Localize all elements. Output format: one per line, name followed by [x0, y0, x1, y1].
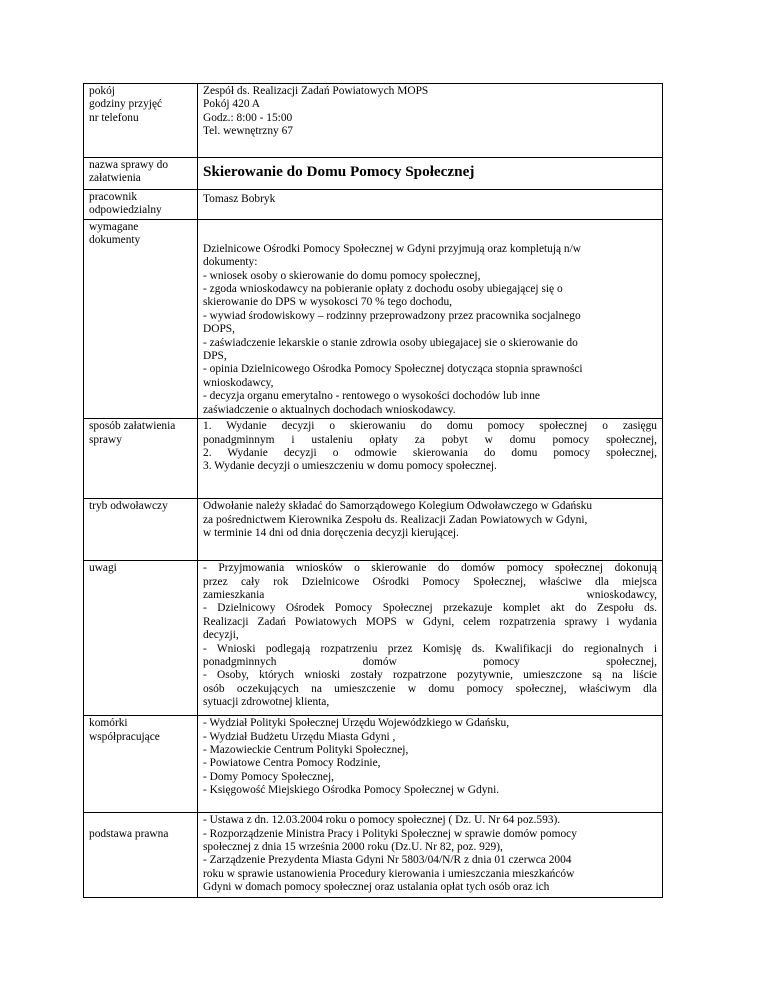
value-line: sytuacji zdrowotnej klienta, [203, 696, 330, 709]
label-line: nr telefonu [89, 111, 139, 124]
value-line: wnioskodawcy, [203, 376, 274, 389]
value-line: 3. Wydanie decyzji o umieszczeniu w domu pomocy społecznej. [203, 460, 497, 473]
label-line: odpowiedzialny [89, 204, 162, 217]
value-line: Dzielnicowe Ośrodki Pomocy Społecznej w Gdyni przyjmują oraz kompletują n/w [203, 242, 582, 255]
value-line: - Domy Pomocy Społecznej, [203, 770, 334, 783]
label-documents [84, 219, 198, 418]
label-line: pracownik [89, 191, 138, 203]
value-line: roku w sprawie ustanowienia Procedury kierowania i umieszczania mieszkańców [203, 867, 575, 880]
employee-name: Tomasz Bobryk [203, 193, 276, 205]
procedure-table [83, 83, 663, 898]
label-line: komórki [89, 717, 128, 730]
value-line: Tel. wewnętrzny 67 [203, 125, 293, 138]
row-handling [84, 419, 663, 499]
label-line: podstawa prawna [89, 828, 169, 841]
case-title: Skierowanie do Domu Pomocy Społecznej [203, 163, 475, 180]
value-line: za pośrednictwem Kierownika Zespołu ds. Realizacji Zadan Powiatowych w Gdyni, [203, 513, 588, 526]
value-cooperating [198, 716, 663, 813]
value-line: 1. Wydanie decyzji o skierowaniu do domu pomocy społecznej o zasięgu [203, 420, 657, 433]
label-line: godziny przyjęć [89, 98, 163, 111]
value-line: zamieszkania wnioskodawcy, [203, 588, 657, 601]
label-line: tryb odwoławczy [89, 500, 168, 513]
row-cooperating [84, 716, 663, 813]
value-line: w terminie 14 dni od dnia doręczenia decyzji kierującej. [203, 526, 459, 539]
row-documents [84, 219, 663, 418]
value-line: zaświadczenie o aktualnych dochodach wnioskodawcy. [203, 403, 456, 416]
label-room [84, 84, 198, 158]
value-line: - opinia Dzielnicowego Ośrodka Pomocy Społecznej dotycząca stopnia sprawności [203, 363, 583, 376]
value-line: Pokój 420 A [203, 98, 260, 111]
label-line: nazwa sprawy do [89, 159, 169, 171]
label-case-name [84, 158, 198, 190]
row-notes [84, 561, 663, 716]
value-line: - Mazowieckie Centrum Polityki Społecznej, [203, 743, 409, 756]
value-line: - Wnioski podlegają rozpatrzeniu przez Komisję ds. Kwalifikacji do regionalnych i [203, 642, 657, 655]
value-line: - Księgowość Miejskiego Ośrodka Pomocy Społecznej w Gdyni. [203, 784, 500, 797]
value-line: społecznej z dnia 15 września 2000 roku (Dz.U. Nr 82, poz. 929), [203, 840, 503, 853]
value-line: Godz.: 8:00 - 15:00 [203, 111, 293, 124]
row-appeal [84, 499, 663, 561]
label-line: sposób załatwienia [89, 420, 176, 433]
value-line: - zgoda wnioskodawcy na pobieranie opłaty z dochodu osoby ubiegającej się o [203, 283, 563, 296]
row-case-name [84, 158, 663, 190]
value-line: skierowanie do DPS w wysokosci 70 % tego dochodu, [203, 296, 452, 309]
value-line: - Zarządzenie Prezydenta Miasta Gdyni Nr 5803/04/N/R z dnia 01 czerwca 2004 [203, 854, 572, 867]
label-line: pokój [89, 85, 115, 97]
label-handling [84, 419, 198, 499]
value-line: ponadgminnym i ustaleniu opłaty za pobyt w domu pomocy społecznej, [203, 433, 657, 446]
value-handling [198, 419, 663, 499]
value-line: DPS, [203, 350, 227, 363]
value-notes [198, 561, 663, 716]
label-cooperating [84, 716, 198, 813]
value-legal [198, 813, 663, 898]
label-legal [84, 813, 198, 898]
value-documents [198, 219, 663, 418]
label-line: załatwienia [89, 172, 141, 185]
label-line: współpracujące [89, 730, 160, 743]
value-line: przez cały rok Dzielnicowe Ośrodki Pomocy Społecznej, właściwe dla miejsca [203, 575, 657, 588]
value-case-name [198, 158, 663, 190]
value-line: - zaświadczenie lekarskie o stanie zdrowia osoby ubiegajacej sie o skierowanie do [203, 336, 578, 349]
value-appeal [198, 499, 663, 561]
value-line: Zespół ds. Realizacji Zadań Powiatowych MOPS [203, 85, 429, 97]
value-line: DOPS, [203, 323, 235, 336]
value-employee [198, 190, 663, 220]
value-line: - Przyjmowania wniosków o skierowanie do domów pomocy społecznej dokonują [203, 562, 657, 575]
value-line: Odwołanie należy składać do Samorządowego Kolegium Odwoławczego w Gdańsku [203, 500, 593, 513]
value-line: dokumenty: [203, 256, 258, 269]
label-line: wymagane [89, 220, 139, 233]
value-line: - wniosek osoby o skierowanie do domu pomocy społecznej, [203, 269, 481, 282]
value-line: - wywiad środowiskowy – rodzinny przeprowadzony przez pracownika socjalnego [203, 309, 581, 322]
label-line: dokumenty [89, 234, 141, 247]
value-line: osób oczekujących na umieszczenie w domu pomocy społecznej, właściwym dla [203, 682, 657, 695]
label-notes [84, 561, 198, 716]
value-line: Gdyni w domach pomocy społecznej oraz ustalania opłat tych osób oraz ich [203, 881, 550, 894]
value-room [198, 84, 663, 158]
value-line: - Ustawa z dn. 12.03.2004 roku o pomocy społecznej ( Dz. U. Nr 64 poz.593). [203, 814, 561, 827]
value-line: - Wydział Polityki Społecznej Urzędu Wojewódzkiego w Gdańsku, [203, 717, 510, 730]
row-employee [84, 190, 663, 220]
value-line: ponadgminnych domów pomocy społecznej, [203, 655, 657, 668]
label-line: uwagi [89, 562, 117, 575]
row-room [84, 84, 663, 158]
value-line: - Wydział Budżetu Urzędu Miasta Gdyni , [203, 730, 396, 743]
value-line: 2. Wydanie decyzji o odmowie skierowania do domu pomocy społecznej, [203, 446, 657, 459]
value-line: Realizacji Zadań Powiatowych MOPS w Gdyni, celem rozpatrzenia sprawy i wydania [203, 615, 657, 628]
value-line: - Osoby, których wnioski zostały rozpatrzone pozytywnie, umieszczone są na liście [203, 669, 657, 682]
label-appeal [84, 499, 198, 561]
value-line: decyzji, [203, 629, 239, 642]
value-line: - Dzielnicowy Ośrodek Pomocy Społecznej przekazuje komplet akt do Zespołu ds. [203, 602, 657, 615]
label-employee [84, 190, 198, 220]
value-line: - Powiatowe Centra Pomocy Rodzinie, [203, 757, 381, 770]
value-line: - Rozporządzenie Ministra Pracy i Polityki Społecznej w sprawie domów pomocy [203, 827, 577, 840]
value-line: - decyzja organu emerytalno - rentowego o wysokości dochodów lub inne [203, 390, 540, 403]
row-legal [84, 813, 663, 898]
label-line: sprawy [89, 433, 122, 446]
